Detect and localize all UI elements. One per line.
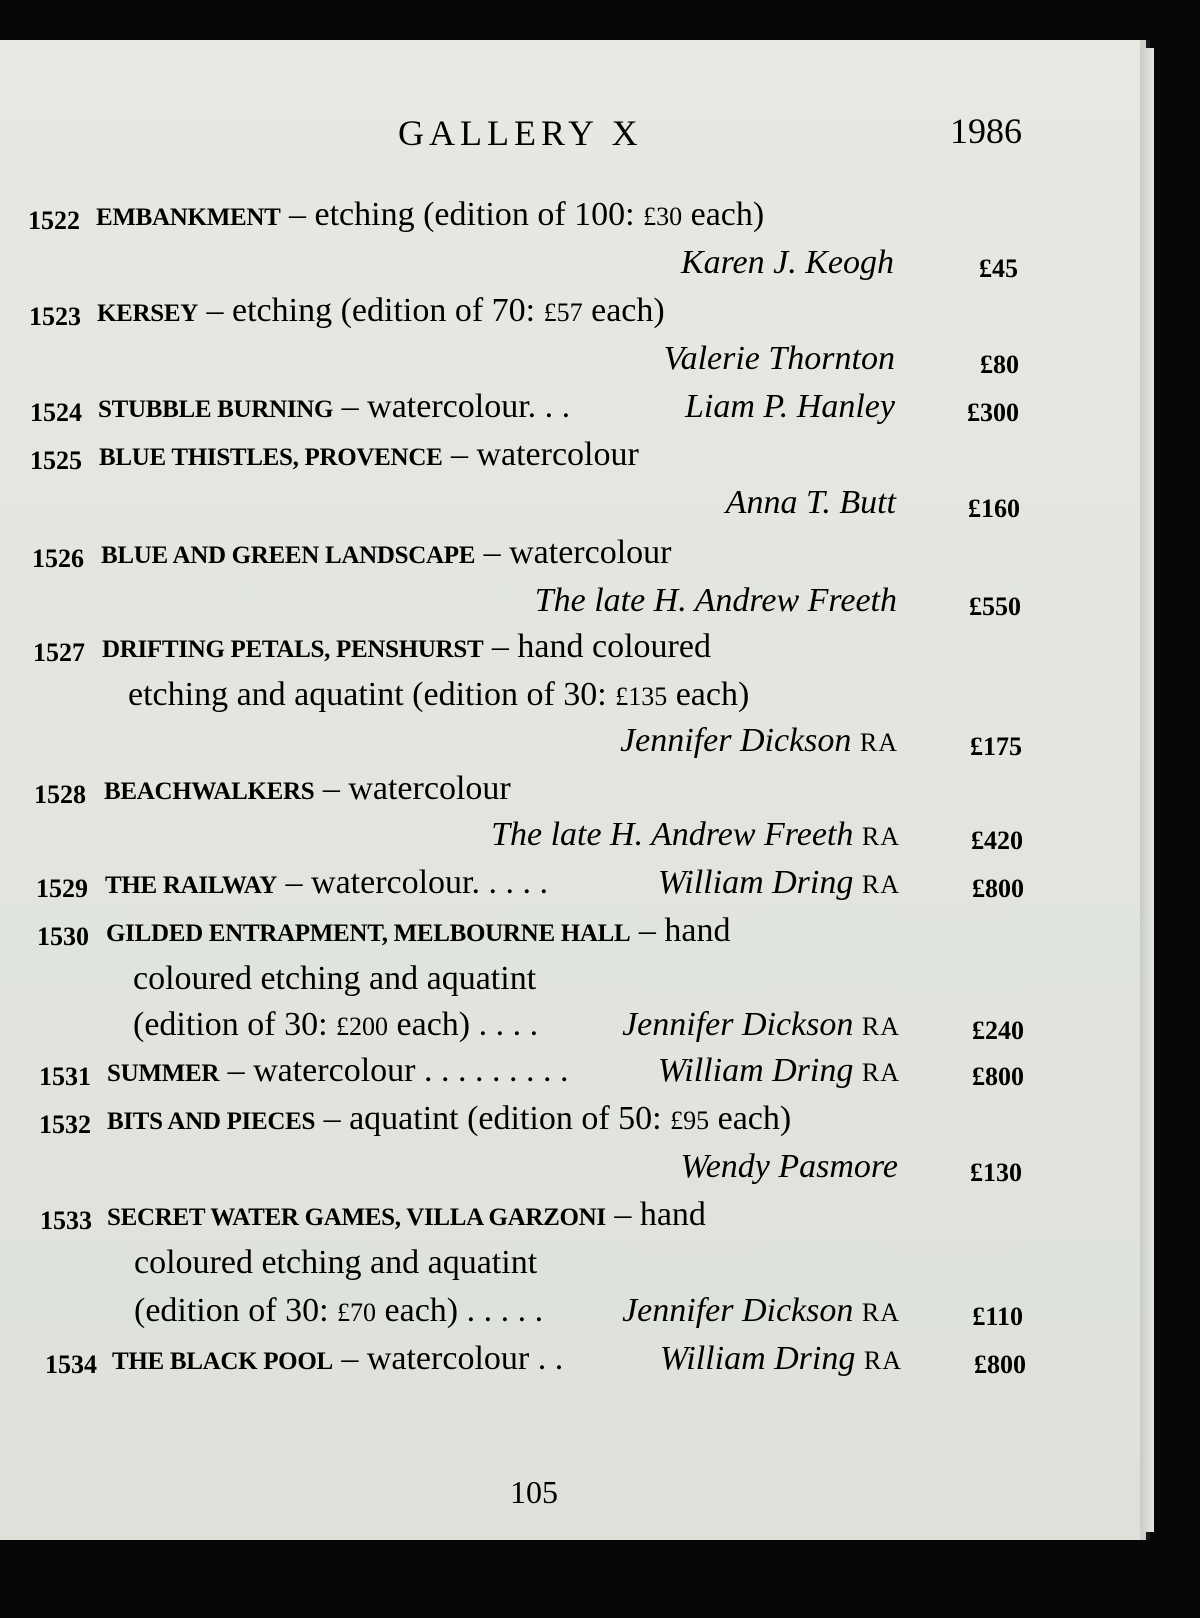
entry-text — [106, 912, 731, 950]
artist-name: Karen J. Keogh — [680, 244, 894, 281]
entry-title: KERSEY — [97, 300, 199, 327]
entry-line — [0, 1340, 1200, 1388]
entry-number: 1527 — [33, 638, 85, 667]
entry-number: 1532 — [39, 1110, 91, 1139]
entry-line — [0, 582, 1200, 630]
artist-name — [658, 1052, 900, 1090]
entry-line — [0, 292, 1200, 340]
entry-number: 1533 — [40, 1206, 92, 1235]
ra-suffix: RA — [861, 822, 900, 851]
ra-suffix: RA — [863, 1346, 902, 1375]
catalogue-year: 1986 — [950, 111, 1022, 151]
entry-line — [0, 1292, 1200, 1340]
entry-text — [96, 196, 764, 234]
entry-medium: – watercolour. . . — [333, 388, 571, 425]
entry-title: EMBANKMENT — [96, 204, 281, 231]
entry-title: BITS AND PIECES — [107, 1108, 316, 1135]
entry-title: THE BLACK POOL — [112, 1348, 333, 1375]
entry-price: £160 — [968, 494, 1020, 523]
entry-line — [0, 1148, 1200, 1196]
entry-medium: – watercolour — [314, 770, 511, 807]
entry-medium: – watercolour — [442, 436, 639, 473]
entry-number: 1522 — [28, 206, 80, 235]
entry-number: 1525 — [30, 446, 82, 475]
entry-medium: – watercolour . . . . . . . . . — [219, 1052, 569, 1089]
edition-price: £135 — [615, 682, 668, 711]
entry-medium-end: each) . . . . . — [376, 1292, 544, 1329]
entry-title: SECRET WATER GAMES, VILLA GARZONI — [107, 1204, 606, 1231]
ra-suffix: RA — [861, 1298, 900, 1327]
entry-medium: – watercolour . . — [332, 1340, 564, 1377]
entry-medium: – aquatint (edition of 50: — [315, 1100, 671, 1137]
entry-line — [0, 340, 1200, 388]
entry-medium: – etching (edition of 100: — [280, 196, 644, 233]
entry-number: 1528 — [34, 780, 86, 809]
entry-text — [99, 436, 639, 474]
entry-line — [0, 244, 1200, 292]
edition-price: £30 — [643, 202, 683, 231]
entry-title: BLUE AND GREEN LANDSCAPE — [101, 542, 476, 569]
entry-title: GILDED ENTRAPMENT, MELBOURNE HALL — [106, 920, 631, 947]
gallery-title: GALLERY X — [398, 113, 643, 153]
ra-suffix: RA — [859, 728, 898, 757]
entry-medium-cont: coloured etching and aquatint — [133, 960, 537, 997]
entry-title: THE RAILWAY — [105, 872, 278, 899]
entry-price: £800 — [972, 1062, 1024, 1091]
artist-name: Anna T. Butt — [725, 484, 896, 521]
entry-number: 1529 — [36, 874, 88, 903]
entry-line — [0, 196, 1200, 244]
edition-price: £200 — [336, 1012, 389, 1041]
entry-text — [97, 292, 665, 330]
entry-number: 1531 — [39, 1062, 91, 1091]
artist-name — [658, 864, 900, 902]
entry-text — [107, 1052, 568, 1090]
entry-price: £80 — [980, 350, 1019, 379]
ra-suffix: RA — [861, 870, 900, 899]
entry-medium-end: each) — [682, 196, 765, 233]
entry-number: 1530 — [37, 922, 89, 951]
entry-line — [0, 864, 1200, 912]
entry-text-continued — [134, 1292, 543, 1330]
entry-price: £420 — [971, 826, 1023, 855]
entry-line — [0, 1196, 1200, 1244]
entry-price: £130 — [970, 1158, 1022, 1187]
entry-price: £550 — [969, 592, 1021, 621]
entry-line — [0, 436, 1200, 484]
entry-price: £110 — [972, 1302, 1023, 1331]
artist-text: Jennifer Dickson — [620, 722, 852, 759]
entry-medium-cont: (edition of 30: — [133, 1006, 337, 1043]
entry-text — [102, 628, 711, 666]
entry-medium-end: each) — [709, 1100, 792, 1137]
entry-medium: – watercolour — [475, 534, 672, 571]
entry-medium-end: each) — [667, 676, 750, 713]
artist-text: Jennifer Dickson — [622, 1006, 854, 1043]
edition-price: £95 — [670, 1106, 710, 1135]
artist-text: Jennifer Dickson — [622, 1292, 854, 1329]
entry-text — [98, 388, 570, 426]
artist-name — [660, 1340, 902, 1378]
entry-price: £175 — [970, 732, 1022, 761]
artist-text: The late H. Andrew Freeth — [491, 816, 854, 853]
entry-line — [0, 1100, 1200, 1148]
entry-text-continued — [128, 676, 749, 714]
artist-text: William Dring — [657, 864, 854, 901]
entry-number: 1524 — [30, 398, 82, 427]
entry-price: £800 — [972, 874, 1024, 903]
entry-text — [104, 770, 511, 808]
artist-text: William Dring — [657, 1052, 854, 1089]
artist-name: Valerie Thornton — [663, 340, 895, 377]
entry-line — [0, 1052, 1200, 1100]
artist-name: Liam P. Hanley — [685, 388, 895, 425]
entry-medium: – etching (edition of 70: — [198, 292, 544, 329]
entry-number: 1534 — [45, 1350, 97, 1379]
entry-text-continued — [133, 960, 536, 998]
entry-line — [0, 1006, 1200, 1054]
artist-name: Wendy Pasmore — [680, 1148, 898, 1185]
entry-line — [0, 912, 1200, 960]
entry-text-continued — [133, 1006, 538, 1044]
entry-title: BEACHWALKERS — [104, 778, 315, 805]
entry-title: DRIFTING PETALS, PENSHURST — [102, 636, 484, 663]
entry-line — [0, 484, 1200, 532]
entry-text — [107, 1100, 791, 1138]
artist-name — [622, 1006, 900, 1044]
entry-line — [0, 770, 1200, 818]
entry-number: 1526 — [32, 544, 84, 573]
entry-text — [101, 534, 672, 572]
ra-suffix: RA — [861, 1058, 900, 1087]
entry-text — [112, 1340, 563, 1378]
edition-price: £57 — [543, 298, 583, 327]
artist-name — [622, 1292, 900, 1330]
entry-line — [0, 722, 1200, 770]
entry-price: £800 — [974, 1350, 1026, 1379]
entry-medium-end: each) . . . . — [388, 1006, 539, 1043]
entry-price: £240 — [972, 1016, 1024, 1045]
artist-text: William Dring — [659, 1340, 856, 1377]
entry-line — [0, 628, 1200, 676]
entry-text-continued — [134, 1244, 537, 1282]
entry-title: BLUE THISTLES, PROVENCE — [99, 444, 443, 471]
entry-text — [105, 864, 548, 902]
entry-medium: – hand coloured — [483, 628, 711, 665]
entry-price: £45 — [979, 254, 1018, 283]
entry-medium-end: each) — [582, 292, 665, 329]
entry-title: SUMMER — [107, 1060, 220, 1087]
ra-suffix: RA — [861, 1012, 900, 1041]
edition-price: £70 — [337, 1298, 377, 1327]
entry-line — [0, 960, 1200, 1008]
artist-name — [491, 816, 900, 854]
entry-medium-cont: coloured etching and aquatint — [134, 1244, 538, 1281]
entry-line — [0, 816, 1200, 864]
entry-number: 1523 — [29, 302, 81, 331]
entry-medium-cont: (edition of 30: — [134, 1292, 338, 1329]
entry-text — [107, 1196, 706, 1234]
entry-medium: – hand — [605, 1196, 706, 1233]
entry-medium-cont: etching and aquatint (edition of 30: — [128, 676, 616, 713]
entry-line — [0, 388, 1200, 436]
entry-title: STUBBLE BURNING — [98, 396, 334, 423]
entry-line — [0, 1244, 1200, 1292]
artist-name: The late H. Andrew Freeth — [534, 582, 897, 619]
page-number: 105 — [510, 1474, 558, 1510]
entry-line — [0, 676, 1200, 724]
entry-medium: – hand — [630, 912, 731, 949]
entry-line — [0, 534, 1200, 582]
entry-medium: – watercolour. . . . . — [277, 864, 549, 901]
entry-price: £300 — [967, 398, 1019, 427]
artist-name — [620, 722, 898, 760]
